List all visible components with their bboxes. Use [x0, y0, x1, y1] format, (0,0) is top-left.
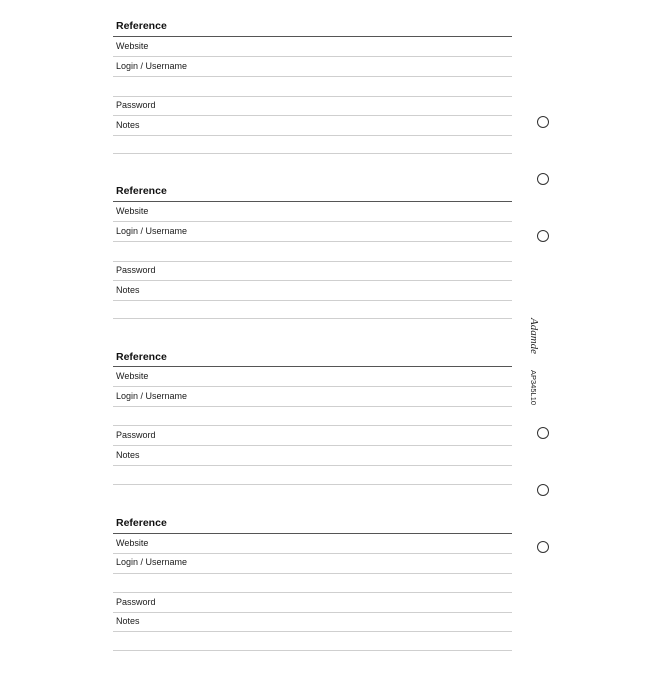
- reference-title: Reference: [116, 185, 167, 197]
- login-label: Login / Username: [116, 226, 188, 236]
- writing-line: [113, 300, 512, 301]
- punch-hole-icon: [537, 427, 549, 439]
- punch-hole-icon: [537, 173, 549, 185]
- writing-line: [113, 153, 512, 154]
- password-label: Password: [116, 597, 156, 607]
- reference-title: Reference: [116, 517, 167, 529]
- password-label: Password: [116, 430, 156, 440]
- writing-line: [113, 484, 512, 485]
- title-divider: [113, 533, 512, 534]
- writing-line: [113, 612, 512, 613]
- login-label: Login / Username: [116, 61, 188, 71]
- writing-line: [113, 76, 512, 77]
- website-label: Website: [116, 41, 149, 51]
- website-label: Website: [116, 371, 149, 381]
- punch-hole-icon: [537, 484, 549, 496]
- writing-line: [113, 386, 512, 387]
- reference-block-2: [113, 184, 512, 344]
- writing-line: [113, 241, 512, 242]
- writing-line: [113, 280, 512, 281]
- password-label: Password: [116, 100, 156, 110]
- notes-label: Notes: [116, 450, 140, 460]
- notes-label: Notes: [116, 120, 140, 130]
- writing-line: [113, 553, 512, 554]
- writing-line: [113, 261, 512, 262]
- punch-hole-icon: [537, 541, 549, 553]
- writing-line: [113, 465, 512, 466]
- writing-line: [113, 318, 512, 319]
- reference-title: Reference: [116, 20, 167, 32]
- writing-line: [113, 573, 512, 574]
- punch-hole-icon: [537, 116, 549, 128]
- writing-line: [113, 96, 512, 97]
- title-divider: [113, 36, 512, 37]
- writing-line: [113, 135, 512, 136]
- notes-label: Notes: [116, 616, 140, 626]
- website-label: Website: [116, 206, 149, 216]
- brand-logo: [518, 318, 540, 355]
- password-label: Password: [116, 265, 156, 275]
- writing-line: [113, 406, 512, 407]
- punch-hole-icon: [537, 230, 549, 242]
- title-divider: [113, 366, 512, 367]
- writing-line: [113, 56, 512, 57]
- login-label: Login / Username: [116, 391, 188, 401]
- writing-line: [113, 631, 512, 632]
- title-divider: [113, 201, 512, 202]
- website-label: Website: [116, 538, 149, 548]
- notes-label: Notes: [116, 285, 140, 295]
- product-code: AP345L10: [529, 370, 538, 406]
- reference-title: Reference: [116, 351, 167, 363]
- writing-line: [113, 425, 512, 426]
- reference-block-1: [113, 19, 512, 179]
- writing-line: [113, 445, 512, 446]
- writing-line: [113, 650, 512, 651]
- login-label: Login / Username: [116, 557, 188, 567]
- reference-block-4: [113, 516, 512, 676]
- brand-logo-text: Adamde: [528, 318, 540, 355]
- writing-line: [113, 221, 512, 222]
- writing-line: [113, 592, 512, 593]
- writing-line: [113, 115, 512, 116]
- reference-block-3: [113, 350, 512, 510]
